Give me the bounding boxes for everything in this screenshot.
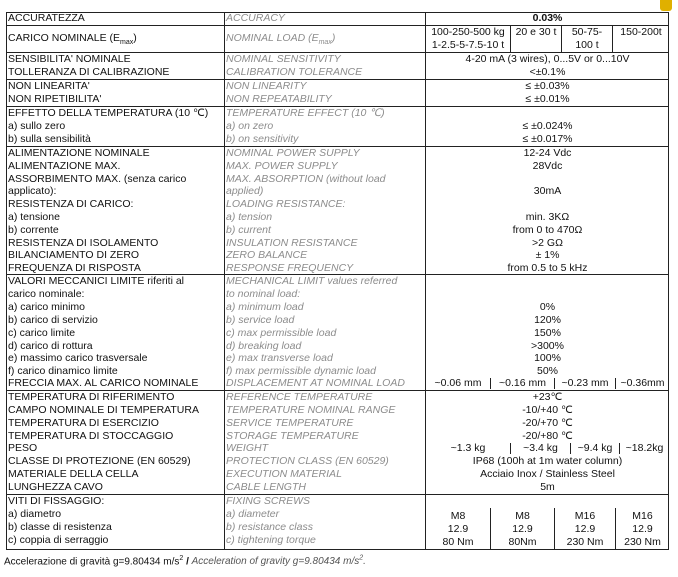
- displacement-label-en: DISPLACEMENT AT NOMINAL LOAD: [226, 377, 405, 389]
- screw-torque-col-1: 80 Nm: [442, 536, 474, 548]
- displacement-col-1: ~0.06 mm: [434, 377, 482, 389]
- environment-label-it: LUNGHEZZA CAVO: [8, 481, 103, 493]
- electrical-label-en: ZERO BALANCE: [226, 249, 308, 262]
- mechanical-label-it: f) carico dinamico limite: [8, 365, 118, 378]
- electrical-label-en: MAX. POWER SUPPLY: [226, 159, 338, 172]
- calibration-value: <±0.1%: [529, 66, 566, 78]
- electrical-value: ± 1%: [535, 249, 560, 262]
- specifications-table: [6, 12, 669, 550]
- environment-label-en: STORAGE TEMPERATURE: [226, 430, 359, 442]
- environment-label-it: CAMPO NOMINALE DI TEMPERATURA: [8, 404, 199, 416]
- non-linearity-value: ≤ ±0.03%: [525, 80, 570, 92]
- temperature-effect-label-it: EFFETTO DELLA TEMPERATURA (10 ℃): [8, 107, 209, 119]
- weight-col-2: ~3.4 kg: [523, 442, 558, 454]
- weight-col-1: ~1.3 kg: [450, 442, 486, 454]
- displacement-col-2: ~0.16 mm: [499, 377, 546, 389]
- mechanical-label-en: f) max permissible dynamic load: [226, 365, 376, 378]
- on-zero-value: ≤ ±0.024%: [522, 120, 573, 132]
- mechanical-value: >300%: [531, 339, 564, 352]
- environment-label-it: TEMPERATURA DI STOCCAGGIO: [8, 430, 174, 442]
- mechanical-label-en: b) service load: [226, 313, 295, 326]
- environment-value: IP68 (100h at 1m water column): [472, 455, 623, 467]
- sensitivity-label-en: NOMINAL SENSITIVITY: [226, 53, 341, 65]
- displacement-col-4: ~0.36mm: [620, 377, 665, 389]
- mechanical-label-en: to nominal load:: [226, 287, 301, 300]
- electrical-label-it: applicato):: [8, 185, 57, 198]
- electrical-label-en: LOADING RESISTANCE:: [226, 198, 346, 211]
- screws-label-it: VITI DI FISSAGGIO:: [8, 495, 105, 507]
- screw-torque-col-2: 80Nm: [508, 536, 537, 548]
- electrical-label-it: ALIMENTAZIONE MAX.: [8, 159, 121, 172]
- electrical-label-en: NOMINAL POWER SUPPLY: [226, 147, 360, 159]
- mechanical-value: 100%: [534, 352, 561, 365]
- electrical-label-it: ASSORBIMENTO MAX. (senza carico: [8, 172, 187, 185]
- screw-class-col-4: 12.9: [632, 523, 653, 535]
- mechanical-label-it: carico nominale:: [8, 287, 85, 300]
- weight-col-4: ~18.2kg: [625, 442, 664, 454]
- electrical-label-it: b) corrente: [8, 223, 59, 236]
- environment-label-en: TEMPERATURE NOMINAL RANGE: [226, 404, 396, 416]
- torque-label-it: c) coppia di serraggio: [8, 534, 109, 546]
- on-sensitivity-value: ≤ ±0.017%: [522, 133, 573, 145]
- load-range-col-1: 100-250-500 kg 1-2.5-5-7.5-10 t: [431, 26, 505, 51]
- weight-col-3: ~9.4 kg: [577, 442, 613, 454]
- on-zero-label-en: a) on zero: [226, 120, 274, 132]
- electrical-label-it: ALIMENTAZIONE NOMINALE: [8, 147, 150, 159]
- environment-label-en: SERVICE TEMPERATURE: [226, 417, 354, 429]
- footnote-separator: /: [183, 556, 192, 568]
- nominal-load-label-it: CARICO NOMINALE $(E_{max})$: [8, 32, 137, 47]
- electrical-label-en: a) tension: [226, 211, 273, 223]
- screw-torque-col-4: 230 Nm: [624, 536, 661, 548]
- environment-label-en: PROTECTION CLASS (EN 60529): [226, 455, 389, 467]
- environment-value: -20/+70 ℃: [522, 417, 573, 429]
- non-repeatability-value: ≤ ±0.01%: [525, 93, 570, 105]
- mechanical-label-it: d) carico di rottura: [8, 339, 93, 352]
- environment-label-en: REFERENCE TEMPERATURE: [226, 391, 373, 403]
- environment-value: -20/+80 ℃: [522, 430, 573, 442]
- calibration-label-it: TOLLERANZA DI CALIBRAZIONE: [8, 66, 170, 78]
- accuracy-label-it: ACCURATEZZA: [8, 12, 85, 24]
- non-repeatability-label-en: NON REPEATABILITY: [226, 93, 332, 105]
- electrical-value: >2 GΩ: [532, 236, 563, 249]
- environment-label-en: EXECUTION MATERIAL: [226, 468, 342, 480]
- non-repeatability-label-it: NON RIPETIBILITA': [8, 93, 102, 105]
- mechanical-label-it: e) massimo carico trasversale: [8, 352, 148, 365]
- non-linearity-label-en: NON LINEARITY: [226, 80, 307, 92]
- accuracy-label-en: ACCURACY: [226, 12, 285, 24]
- screw-diameter-col-1: M8: [450, 510, 466, 522]
- electrical-value: 12-24 Vdc: [523, 147, 572, 159]
- electrical-value: from 0 to 470Ω: [512, 223, 583, 236]
- sensitivity-label-it: SENSIBILITA' NOMINALE: [8, 53, 131, 65]
- electrical-label-en: INSULATION RESISTANCE: [226, 236, 358, 249]
- environment-label-it: CLASSE DI PROTEZIONE (EN 60529): [8, 455, 191, 467]
- screw-diameter-col-4: M16: [632, 510, 653, 522]
- non-linearity-label-it: NON LINEARITA': [8, 80, 90, 92]
- environment-value: 5m: [540, 481, 555, 493]
- load-range-col-2: 20 e 30 t: [515, 26, 557, 38]
- on-zero-label-it: a) sullo zero: [8, 120, 66, 132]
- electrical-value: from 0.5 to 5 kHz: [507, 262, 588, 275]
- class-label-it: b) classe di resistenza: [8, 521, 112, 533]
- footnote-en: Acceleration of gravity g=9.80434 m/s: [191, 556, 360, 568]
- weight-label-en: WEIGHT: [226, 442, 268, 454]
- mechanical-label-it: VALORI MECCANICI LIMITE riferiti al: [8, 275, 184, 287]
- electrical-label-it: RESISTENZA DI CARICO:: [8, 198, 134, 211]
- mechanical-label-en: a) minimum load: [226, 300, 304, 313]
- mechanical-label-it: c) carico limite: [8, 326, 76, 339]
- diameter-label-it: a) diametro: [8, 508, 62, 520]
- environment-label-en: CABLE LENGTH: [226, 481, 306, 493]
- mechanical-label-en: e) max transverse load: [226, 352, 333, 365]
- screw-diameter-col-3: M16: [574, 510, 596, 522]
- load-range-col-4: 150-200t: [620, 26, 662, 38]
- weight-label-it: PESO: [8, 442, 38, 454]
- electrical-value: 30mA: [533, 185, 562, 198]
- mechanical-value: 120%: [534, 313, 561, 326]
- load-range-col-3: 50-75- 100 t: [571, 26, 603, 51]
- electrical-value: 28Vdc: [532, 159, 563, 172]
- gravity-footnote: Accelerazione di gravità g=9.80434 $m/s^2$ / Acceleration of gravity g=9.80434 $m/s^2$.: [4, 555, 366, 568]
- temperature-effect-label-en: TEMPERATURE EFFECT (10 ℃): [226, 107, 385, 119]
- environment-label-it: TEMPERATURA DI RIFERIMENTO: [8, 391, 175, 403]
- page-tab-marker: [660, 0, 672, 11]
- mechanical-value: 150%: [534, 326, 561, 339]
- nominal-load-label-en: NOMINAL LOAD $(E_{max})$: [226, 32, 336, 47]
- footnote-it: Accelerazione di gravità g=9.80434 m/s: [4, 556, 180, 568]
- environment-label-it: TEMPERATURA DI ESERCIZIO: [8, 417, 159, 429]
- accuracy-value: 0.03%: [532, 12, 563, 24]
- electrical-label-en: applied): [226, 185, 264, 198]
- mechanical-label-en: MECHANICAL LIMIT values referred: [226, 275, 398, 287]
- electrical-label-en: RESPONSE FREQUENCY: [226, 262, 354, 275]
- screw-class-col-2: 12.9: [512, 523, 533, 535]
- sensitivity-value: 4-20 mA (3 wires), 0...5V or 0...10V: [465, 53, 630, 65]
- on-sensitivity-label-en: b) on sensitivity: [226, 133, 299, 145]
- environment-value: +23℃: [532, 391, 563, 403]
- mechanical-value: 0%: [539, 300, 556, 313]
- table-frame: [6, 12, 669, 550]
- screw-class-col-1: 12.9: [447, 523, 469, 535]
- calibration-label-en: CALIBRATION TOLERANCE: [226, 66, 363, 78]
- screw-torque-col-3: 230 Nm: [566, 536, 604, 548]
- mechanical-label-it: b) carico di servizio: [8, 313, 98, 326]
- torque-label-en: c) tightening torque: [226, 534, 316, 546]
- displacement-label-it: FRECCIA MAX. AL CARICO NOMINALE: [8, 377, 199, 389]
- on-sensitivity-label-it: b) sulla sensibilità: [8, 133, 91, 145]
- displacement-col-3: ~0.23 mm: [561, 377, 609, 389]
- electrical-label-en: MAX. ABSORPTION (without load: [226, 172, 386, 185]
- electrical-value: min. 3KΩ: [525, 211, 570, 223]
- environment-label-it: MATERIALE DELLA CELLA: [8, 468, 139, 480]
- mechanical-value: 50%: [536, 365, 558, 378]
- diameter-label-en: a) diameter: [226, 508, 280, 520]
- mechanical-label-it: a) carico minimo: [8, 300, 86, 313]
- electrical-label-it: BILANCIAMENTO DI ZERO: [8, 249, 140, 262]
- environment-value: Acciaio Inox / Stainless Steel: [480, 468, 615, 480]
- screw-diameter-col-2: M8: [515, 510, 530, 522]
- mechanical-label-en: c) max permissible load: [226, 326, 337, 339]
- electrical-label-it: RESISTENZA DI ISOLAMENTO: [8, 236, 159, 249]
- class-label-en: b) resistance class: [226, 521, 313, 533]
- screws-label-en: FIXING SCREWS: [226, 495, 311, 507]
- mechanical-label-en: d) breaking load: [226, 339, 302, 352]
- electrical-label-it: FREQUENZA DI RISPOSTA: [8, 262, 141, 275]
- screw-class-col-3: 12.9: [574, 523, 596, 535]
- electrical-label-en: b) current: [226, 223, 271, 236]
- electrical-label-it: a) tensione: [8, 211, 60, 223]
- environment-value: -10/+40 ℃: [522, 404, 573, 416]
